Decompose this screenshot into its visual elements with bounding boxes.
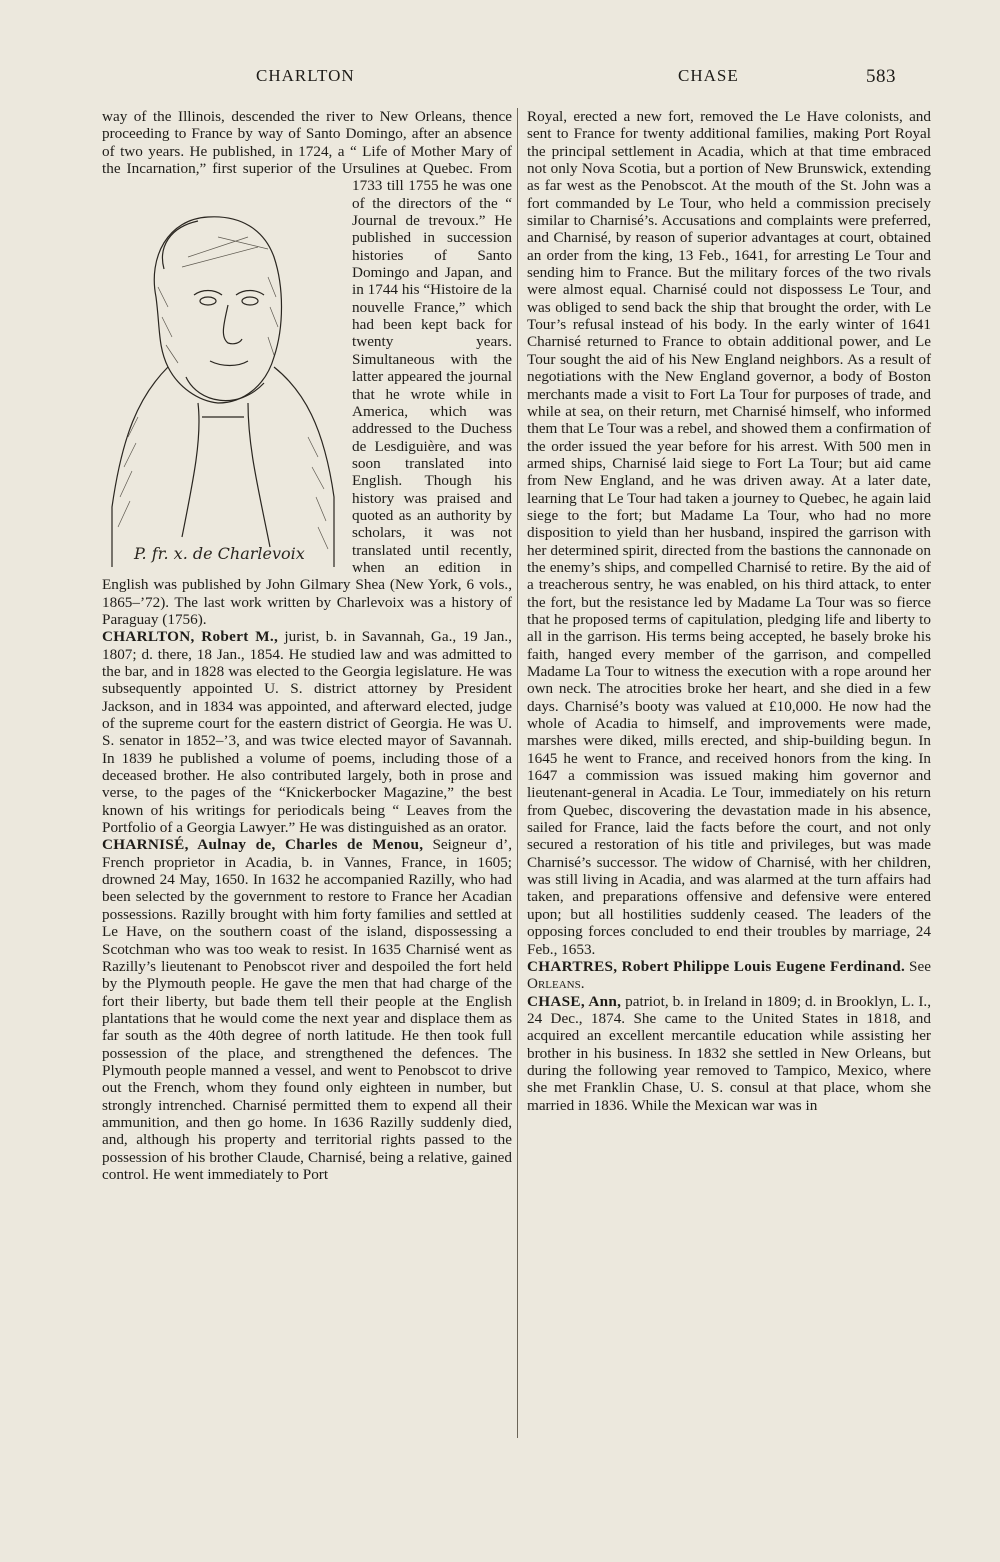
entry-text: See [905, 957, 931, 975]
page-number: 583 [866, 66, 896, 87]
entry-charlton [102, 628, 512, 836]
charnise-continuation: Royal, erected a new fort, removed the Le Have colonists, and sent to France for twenty additional families, making Port Royal the principal settlement in Acadia, which at that time embraced not only Nova Scotia, but a portion of New Brunswick, extending as far west as the Penobscot. At the mouth of the St. John was a fort commanded by Le Tour, who held a commission precisely similar to Charnisé’s. Accusations and complaints were preferred, and Charnisé, by reason of superior advantages at court, obtained an order from the king, 13 Feb., 1641, for arresting Le Tour and sending him to France. But the military forces of the two rivals were almost equal. Charnisé could not dispossess Le Tour, and was obliged to send back the ship that brought the order, with Le Tour’s refusal instead of his body. In the early winter of 1641 Charnisé returned to France to obtain additional power, and Le Tour sought the aid of his New England neighbors. As a result of negotiations with the New England governor, a body of Boston merchants made a visit to Fort La Tour for purposes of trade, and while at sea, on their return, met Charnisé himself, who informed them that Le Tour was a rebel, and showed them a confirmation of the order issued the year before for his arrest. With 500 men in armed ships, Charnisé laid siege to Fort La Tour; but aid came from New England, and he was driven away. At a later date, learning that Le Tour had taken a journey to Quebec, he again laid siege to the fort; but Madame La Tour, who had no more disposition to yield than her husband, inspired the garrison with her determined spirit, directed from the bastions the cannonade on the enemy’s ships, and compelled Charnisé to retire. By the aid of a treacherous sentry, he was enabled, on his third attack, to enter the fort, but the resistance led by Madame La Tour was so fierce that he proposed terms of capitulation, pledging life and liberty to all in the garrison. His terms being accepted, he basely broke his faith, hanged every member of the garrison, and compelled Madame La Tour to witness the execution with a rope around her own neck. The atrocities broke her heart, and she died in a few days. Charnisé’s booty was valued at £10,000. He now had the whole of Acadia to himself, and improvements were made, marshes were diked, mills erected, and ship-building begun. In 1645 he went to France, and received honors from the king. In 1647 a commission was issued making him governor and lieutenant-general in Acadia. Le Tour, immediately on his return from Quebec, discovering the devastation made in his absence, sailed for France, laid the facts before the court, and not only secured a restoration of his title and privileges, but was made Charnisé’s successor. The widow of Charnisé, with her children, was still living in Acadia, and was alarmed at the turn affairs had taken, and preparations offensive and defensive were entered upon; but all hostilities suddenly ceased. The leaders of the opposing forces concluded to end their troubles by marriage, 24 Feb., 1653. [527, 108, 931, 958]
entry-headword: CHARNISÉ, Aulnay de, Charles de Menou, [102, 836, 424, 854]
running-header [0, 66, 1000, 90]
entry-chase-ann [527, 993, 931, 1114]
portrait-signature: P. fr. x. de Charlevoix [134, 544, 305, 564]
intro-first-line: way of the Illinois, descended the river to New Orleans, thence proceeding to France by way of Santo Domingo, after an absence of two years. He published, in 1724, a “ Life of Mother Mary of the Incarnation,” first superior of the Ursulines at [102, 108, 512, 178]
header-right-word: CHASE [678, 66, 739, 85]
left-column [102, 108, 512, 1183]
right-column [527, 108, 931, 1114]
intro-continued: Quebec. From 1733 till 1755 he was one of the directors of the “ Journal de trevoux.” He published in succession histories of Santo Domingo and Japan, and in 1744 his “Histoire de la nouvelle France,” which had been kept back for twenty years. Simultaneous with the latter appeared the journal that he wrote while in America, which was addressed to the Duchess de Lesdiguière, and was soon translated into English. Though his history was praised and quoted as an authority by scholars, it was not translated until recently, when an edition in English was published by John Gilmary Shea (New York, 6 vols., 1865–’72). The last work written by Charlevoix was a history of Paraguay (1756). [102, 160, 512, 628]
entry-headword: CHARTRES, Robert Philippe Louis Eugene Ferdinand. [527, 957, 906, 975]
entry-text: jurist, b. in Savannah, Ga., 19 Jan., 1807; d. there, 18 Jan., 1854. He studied law and was admitted to the bar, and in 1828 was elected to the Georgia legislature. He was subsequently appointed U. S. district attorney by President Jackson, and in 1834 was appointed, and afterward elected, judge of the supreme court for the eastern district of Georgia. He was U. S. senator in 1852–’3, and was twice elected mayor of Savannah. In 1839 he published a volume of poems, including those of a deceased brother. He also contributed largely, both in prose and verse, to the pages of the “Knickerbocker Magazine,” the best known of his writings for periodicals being “ Leaves from the Portfolio of a Georgia Lawyer.” He was distinguished as an orator. [102, 628, 512, 837]
charlevoix-portrait-icon [98, 177, 344, 567]
header-left-word: CHARLTON [256, 66, 355, 85]
entry-headword: CHASE, Ann, [527, 992, 622, 1010]
column-divider [517, 108, 518, 1438]
entry-charnise [102, 836, 512, 1183]
entry-headword: CHARLTON, Robert M., [102, 628, 279, 646]
entry-text: patriot, b. in Ireland in 1809; d. in Brooklyn, L. I., 24 Dec., 1874. She came to the United States in 1818, and acquired an excellent mercantile education while assisting her brother in his business. In 1832 she settled in New Orleans, but during the following year removed to Tampico, Mexico, where she met Franklin Chase, U. S. consul at that place, whom she married in 1836. While the Mexican war was in [527, 992, 931, 1114]
portrait-engraving [98, 177, 344, 567]
intro-paragraph [102, 108, 512, 628]
entry-chartres [527, 958, 931, 993]
cross-reference: Orleans. [527, 975, 585, 993]
entry-text: Seigneur d’, French proprietor in Acadia, b. in Vannes, France, in 1605; drowned 24 May, 1650. In 1632 he accompanied Razilly, who had been selected by the government to restore to France her Acadian possessions. Razilly brought with him forty families and settled at Le Have, on the southern coast of the island, dispossessing a Scotchman who was too weak to resist. In 1635 Charnisé went as Razilly’s lieutenant to Penobscot river and despoiled the fort held by the Plymouth people. He gave the men that had charge of the fort their liberty, but bade them tell their people at the English plantations that he would come the next year and displace them as far south as the 40th degree of north latitude. He then took full possession of the place, and strengthened the defences. The Plymouth people manned a vessel, and went to Penobscot to drive out the French, whom they found only eighteen in number, but strongly intrenched. Charnisé permitted them to expend all their ammunition, and then go home. In 1636 Razilly suddenly died, and, although his property and territorial rights passed to the possession of his brother Claude, Charnisé, being a relative, gained control. He went immediately to Port [102, 836, 512, 1183]
